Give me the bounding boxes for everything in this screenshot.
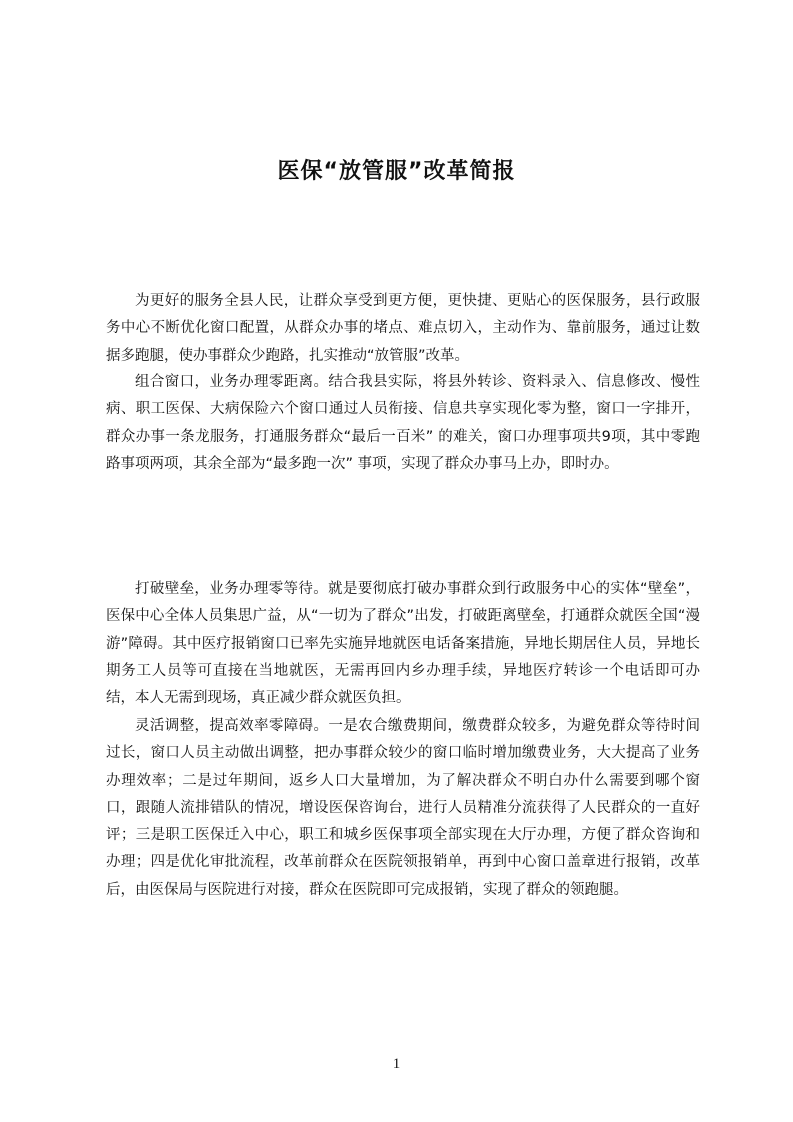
paragraph-flexible-adjustment: 灵活调整，提高效率零障碍。一是农合缴费期间，缴费群众较多，为避免群众等待时间过长，窗口人员主动做出调整，把办事群众较少的窗口临时增加缴费业务，大大提高了业务办理效率；二是过年期间，返乡人口大量增加，为了解决群众不明白办什么需要到哪个窗口，跟随人流排错队的情况，增设医保咨询台，进行人员精准分流获得了人民群众的一直好评；三是职工医保迁入中心，职工和城乡医保事项全部实现在大厅办理，方便了群众咨询和办理；四是优化审批流程，改革前群众在医院领报销单，再到中心窗口盖章进行报销，改革后，由医保局与医院进行对接，群众在医院即可完成报销，实现了群众的领跑腿。: [106, 718, 700, 898]
document-title: 医保“放管服”改革简报: [277, 158, 516, 184]
paragraph-intro: 为更好的服务全县人民，让群众享受到更方便，更快捷、更贴心的医保服务，县行政服务中心不断优化窗口配置，从群众办事的堵点、难点切入，主动作为、靠前服务，通过让数据多跑腿，使办事群众少跑路，扎实推动“放管服”改革。: [106, 293, 700, 364]
paragraph-break-barriers: 打破壁垒，业务办理零等待。就是要彻底打破办事群众到行政服务中心的实体“壁垒”，医保中心全体人员集思广益，从“一切为了群众”出发，打破距离壁垒，打通群众就医全国“漫游”障碍。其中医疗报销窗口已率先实施异地就医电话备案措施，异地长期居住人员，异地长期务工人员等可直接在当地就医，无需再回内乡办理手续，异地医疗转诊一个电话即可办结，本人无需到现场，真正减少群众就医负担。: [106, 581, 700, 707]
paragraph-combined-windows: 组合窗口，业务办理零距离。结合我县实际，将县外转诊、资料录入、信息修改、慢性病、职工医保、大病保险六个窗口通过人员衔接、信息共享实现化零为整，窗口一字排开，群众办事一条龙服务，打通服务群众“最后一百米” 的难关，窗口办理事项共9项，其中零跑路事项两项，其余全部为“最多跑一次” 事项，实现了群众办事马上办，即时办。: [106, 374, 700, 472]
page-number: 1: [392, 1056, 401, 1072]
